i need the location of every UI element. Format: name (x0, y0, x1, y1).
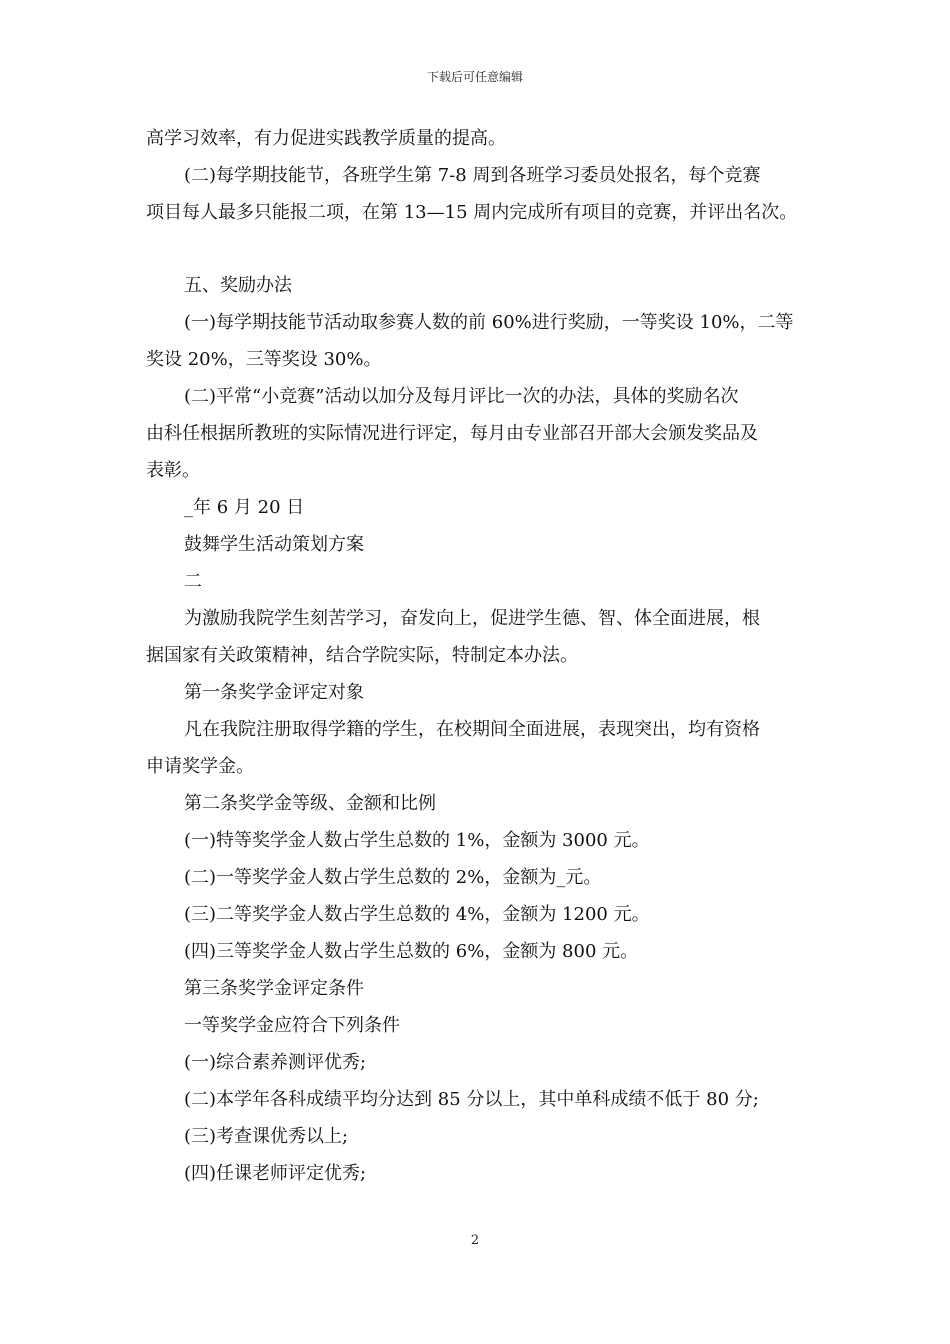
text-line: (一)特等奖学金人数占学生总数的 1%，金额为 3000 元。 (184, 830, 650, 851)
text-line: 表彰。 (146, 460, 200, 481)
text-line: 二 (184, 571, 202, 592)
text-line: 项目每人最多只能报二项，在第 13—15 周内完成所有项目的竞赛，并评出名次。 (146, 202, 798, 223)
text-line: (二)本学年各科成绩平均分达到 85 分以上，其中单科成绩不低于 80 分; (184, 1089, 759, 1110)
text-line: (二)平常“小竞赛”活动以加分及每月评比一次的办法，具体的奖励名次 (184, 386, 739, 407)
text-line: (一)每学期技能节活动取参赛人数的前 60%进行奖励，一等奖设 10%，二等 (184, 312, 794, 333)
text-line: 为激励我院学生刻苦学习，奋发向上，促进学生德、智、体全面进展，根 (184, 608, 760, 629)
text-line: (一)综合素养测评优秀; (184, 1052, 367, 1073)
text-line: 一等奖学金应符合下列条件 (184, 1015, 400, 1036)
text-line: 申请奖学金。 (146, 756, 254, 777)
text-line: 由科任根据所教班的实际情况进行评定，每月由专业部召开部大会颁发奖品及 (146, 423, 758, 444)
page-header: 下载后可任意编辑 (426, 70, 523, 84)
document-body (146, 120, 814, 1192)
text-line: 奖设 20%，三等奖设 30%。 (146, 349, 382, 370)
text-line: (四)任课老师评定优秀; (184, 1163, 367, 1184)
text-line: 第一条奖学金评定对象 (184, 682, 364, 703)
text-line: 鼓舞学生活动策划方案 (184, 534, 364, 555)
paragraph-block-top (146, 120, 814, 231)
text-line: (二)每学期技能节，各班学生第 7-8 周到各班学习委员处报名，每个竞赛 (184, 165, 761, 186)
section-gap (146, 231, 814, 267)
text-line: (四)三等奖学金人数占学生总数的 6%，金额为 800 元。 (184, 941, 639, 962)
text-line: 第三条奖学金评定条件 (184, 978, 364, 999)
text-line: 据国家有关政策精神，结合学院实际，特制定本办法。 (146, 645, 578, 666)
page-number: 2 (470, 1233, 480, 1248)
text-line: (二)一等奖学金人数占学生总数的 2%，金额为_元。 (184, 867, 602, 888)
text-line: 五、奖励办法 (184, 275, 292, 296)
paragraph-block-bottom (146, 267, 814, 1192)
text-line: 凡在我院注册取得学籍的学生，在校期间全面进展，表现突出，均有资格 (184, 719, 760, 740)
text-line: (三)二等奖学金人数占学生总数的 4%，金额为 1200 元。 (184, 904, 650, 925)
text-line: (三)考查课优秀以上; (184, 1126, 349, 1147)
text-line: 第二条奖学金等级、金额和比例 (184, 793, 436, 814)
text-line: _年 6 月 20 日 (184, 497, 305, 518)
text-line: 高学习效率，有力促进实践教学质量的提高。 (146, 128, 506, 149)
